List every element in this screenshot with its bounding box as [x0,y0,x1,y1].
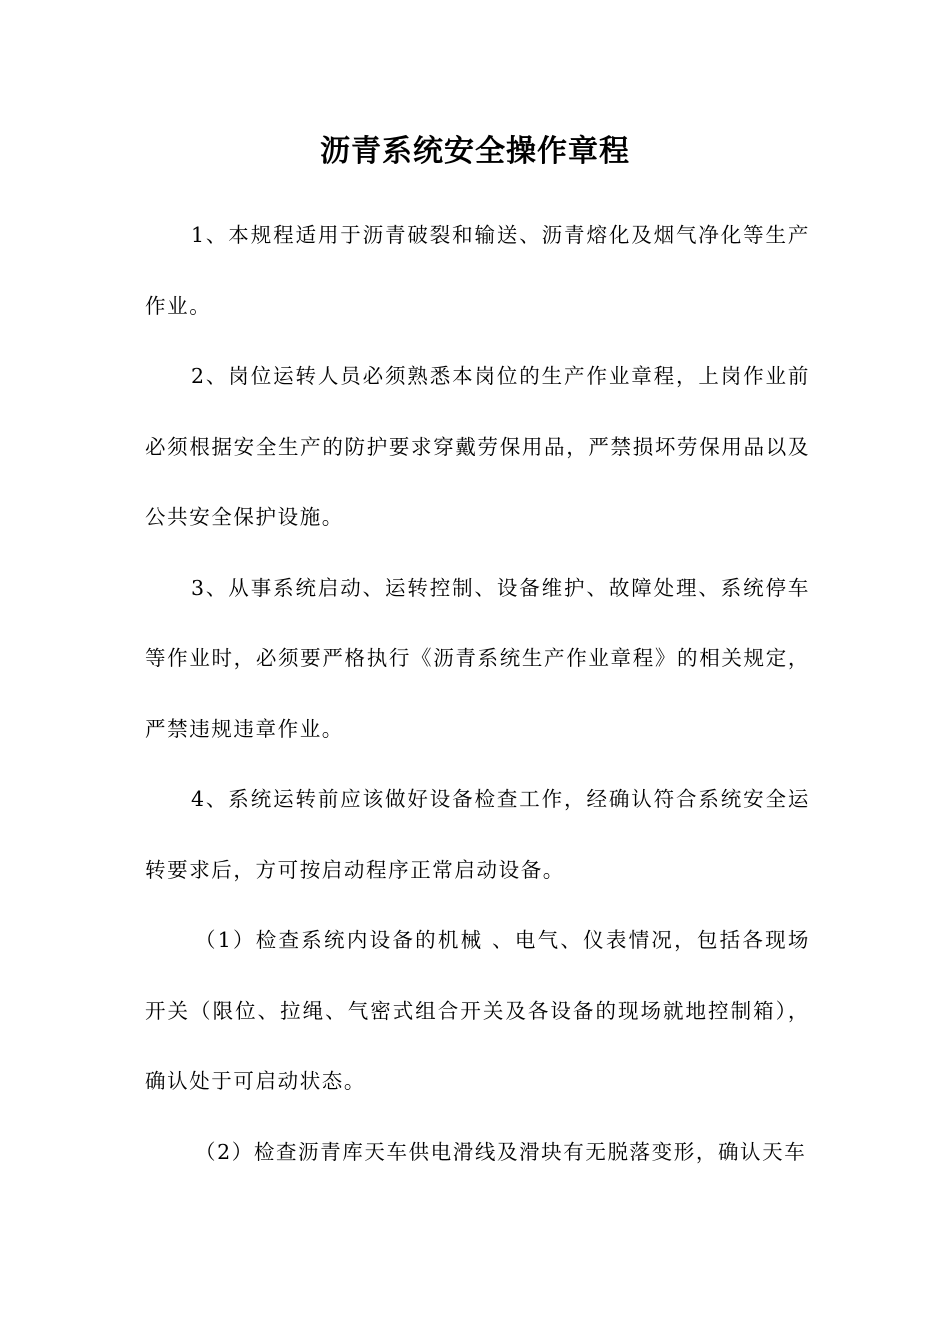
sub-item-1: （1）检查系统内设备的机械 、电气、仪表情况，包括各现场开关（限位、拉绳、气密式组合开关及各设备的现场就地控制箱），确认处于可启动状态。 [145,928,810,1093]
document-body [145,200,810,1187]
paragraph-1: 1、本规程适用于沥青破裂和输送、沥青熔化及烟气净化等生产作业。 [145,223,810,318]
paragraph-2: 2、岗位运转人员必须熟悉本岗位的生产作业章程，上岗作业前必须根据安全生产的防护要求穿戴劳保用品，严禁损坏劳保用品以及公共安全保护设施。 [145,364,810,529]
paragraph-4: 4、系统运转前应该做好设备检查工作，经确认符合系统安全运转要求后，方可按启动程序正常启动设备。 [145,787,810,882]
sub-item-2: （2）检查沥青库天车供电滑线及滑块有无脱落变形，确认天车 [195,1139,807,1164]
paragraph-3: 3、从事系统启动、运转控制、设备维护、故障处理、系统停车等作业时，必须要严格执行《沥青系统生产作业章程》的相关规定，严禁违规违章作业。 [145,575,810,741]
document-title: 沥青系统安全操作章程 [320,134,630,169]
